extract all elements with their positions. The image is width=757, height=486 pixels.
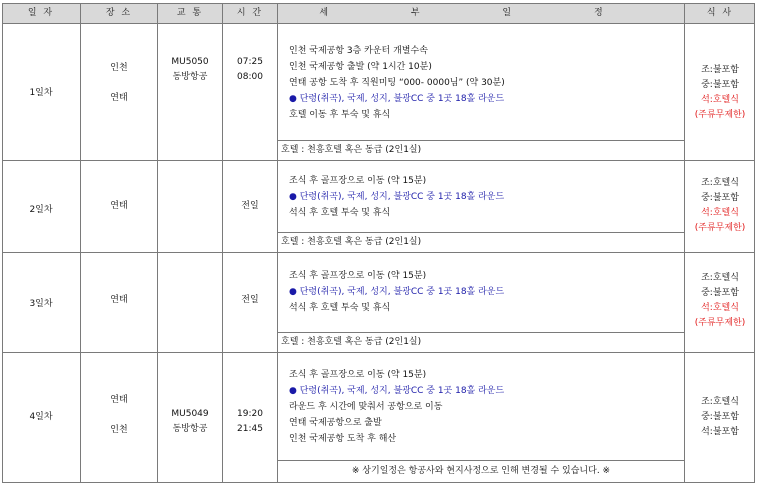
place-label: 인천 — [110, 425, 128, 435]
schedule-line: 인천 국제공항 도착 후 해산 — [289, 434, 397, 444]
airline-name: 동방항공 — [172, 72, 208, 82]
row-border — [2, 482, 755, 483]
header-day: 일 자 — [27, 8, 55, 18]
time-cell — [223, 407, 277, 437]
schedule-line-golf: ● 단령(취곡), 국제, 성지, 불광CC 중 1곳 18홀 라운드 — [289, 287, 505, 297]
meal-breakfast: 조:호텔식 — [701, 397, 739, 407]
airline-name: 동방항공 — [172, 424, 208, 434]
meal-dinner: 석:불포함 — [701, 427, 739, 437]
flight-number: MU5050 — [171, 57, 209, 67]
schedule-line: 조식 후 골프장으로 이동 (약 15분) — [289, 271, 427, 281]
meal-cell — [685, 271, 755, 331]
header-place: 장 소 — [105, 8, 133, 18]
day-label: 2일차 — [29, 205, 53, 215]
meal-dinner: 석:호텔식 — [701, 303, 739, 313]
meal-cell — [685, 395, 755, 440]
transport-cell — [158, 55, 222, 85]
place-cell — [81, 293, 157, 308]
schedule-line: 연태 국제공항으로 출발 — [289, 418, 382, 428]
place-label: 연태 — [110, 395, 128, 405]
day-label: 1일차 — [29, 88, 53, 98]
hotel-info: 호텔 : 천흥호텔 혹은 동급 (2인1실) — [281, 145, 422, 155]
time-value: 07:25 — [237, 57, 263, 67]
schedule-line-golf: ● 단령(취곡), 국제, 성지, 불광CC 중 1곳 18홀 라운드 — [289, 386, 505, 396]
meal-drinks-note: (주류무제한) — [694, 223, 746, 233]
row-border — [2, 3, 755, 4]
meal-drinks-note: (주류무제한) — [694, 318, 746, 328]
place-label: 연태 — [110, 295, 128, 305]
place-label: 인천 — [110, 63, 128, 73]
time-value: 21:45 — [237, 424, 263, 434]
schedule-cell — [289, 43, 681, 123]
time-value: 08:00 — [237, 72, 263, 82]
schedule-line: 조식 후 골프장으로 이동 (약 15분) — [289, 176, 427, 186]
meal-cell — [685, 176, 755, 236]
schedule-line: 인천 국제공항 출발 (약 1시간 10분) — [289, 62, 432, 72]
schedule-cell — [289, 268, 681, 316]
schedule-line: 호텔 이동 후 투숙 및 휴식 — [289, 110, 391, 120]
time-value: 전일 — [241, 295, 259, 305]
meal-lunch: 중:불포함 — [701, 193, 739, 203]
meal-dinner: 석:호텔식 — [701, 95, 739, 105]
meal-breakfast: 조:호텔식 — [701, 273, 739, 283]
meal-lunch: 중:불포함 — [701, 288, 739, 298]
meal-lunch: 중:불포함 — [701, 412, 739, 422]
header-time: 시 간 — [236, 8, 264, 18]
schedule-cell — [289, 367, 681, 447]
time-value: 19:20 — [237, 409, 263, 419]
meal-lunch: 중:불포함 — [701, 80, 739, 90]
row-border — [2, 160, 755, 161]
row-border — [2, 352, 755, 353]
itinerary-table — [2, 3, 755, 483]
schedule-line: 석식 후 호텔 투숙 및 휴식 — [289, 303, 391, 313]
schedule-line-golf: ● 단령(취곡), 국제, 성지, 불광CC 중 1곳 18홀 라운드 — [289, 94, 505, 104]
note-separator — [278, 460, 685, 461]
place-cell — [81, 199, 157, 214]
meal-breakfast: 조:호텔식 — [701, 178, 739, 188]
time-cell — [223, 55, 277, 85]
transport-cell — [158, 407, 222, 437]
header-schedule: 세 부 일 정 — [319, 8, 643, 18]
schedule-cell — [289, 173, 681, 221]
schedule-line: 조식 후 골프장으로 이동 (약 15분) — [289, 370, 427, 380]
time-cell — [223, 293, 277, 308]
hotel-info: 호텔 : 천흥호텔 혹은 동급 (2인1실) — [281, 337, 422, 347]
schedule-line-golf: ● 단령(취곡), 국제, 성지, 불광CC 중 1곳 18홀 라운드 — [289, 192, 505, 202]
meal-cell — [685, 63, 755, 123]
place-cell — [81, 393, 157, 438]
hotel-info: 호텔 : 천흥호텔 혹은 동급 (2인1실) — [281, 237, 422, 247]
row-border — [2, 23, 755, 24]
time-cell — [223, 199, 277, 214]
flight-number: MU5049 — [171, 409, 209, 419]
meal-breakfast: 조:불포함 — [701, 65, 739, 75]
schedule-line: 석식 후 호텔 투숙 및 휴식 — [289, 208, 391, 218]
place-label: 연태 — [110, 93, 128, 103]
header-transport: 교 통 — [176, 8, 204, 18]
meal-drinks-note: (주류무제한) — [694, 110, 746, 120]
meal-dinner: 석:호텔식 — [701, 208, 739, 218]
time-value: 전일 — [241, 201, 259, 211]
column-border — [277, 3, 278, 483]
header-meal: 식 사 — [706, 8, 734, 18]
schedule-line: 인천 국제공항 3층 카운터 개별수속 — [289, 46, 428, 56]
day-label: 4일차 — [29, 412, 53, 422]
schedule-line: 연태 공항 도착 후 직원미팅 “000- 0000님” (약 30분) — [289, 78, 505, 88]
schedule-change-notice: ※ 상기일정은 항공사와 현지사정으로 인해 변경될 수 있습니다. ※ — [351, 466, 611, 476]
day-label: 3일차 — [29, 299, 53, 309]
row-border — [2, 252, 755, 253]
schedule-line: 라운드 후 시간에 맞춰서 공항으로 이동 — [289, 402, 443, 412]
place-cell — [81, 61, 157, 106]
place-label: 연태 — [110, 201, 128, 211]
